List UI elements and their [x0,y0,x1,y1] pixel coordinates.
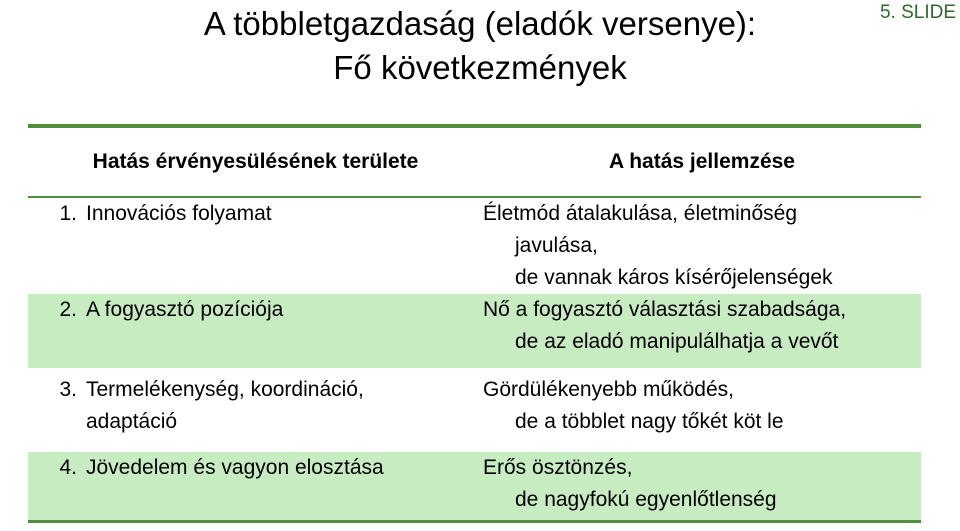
row-area-line: adaptáció [86,410,178,433]
row-description [483,198,921,294]
row-area-line: Termelékenység, koordináció, [86,378,364,401]
row-number: 2. [59,298,77,321]
header-description: A hatás jellemzése [609,150,795,173]
table-row [28,294,921,368]
row-description [483,374,921,452]
row-description-line: de a többlet nagy tőkét köt le [515,410,784,433]
row-area [86,452,483,520]
table-header [28,128,921,198]
header-area: Hatás érvényesülésének területe [92,150,419,173]
row-number: 1. [59,202,77,225]
row-area-line: A fogyasztó pozíciója [86,298,284,321]
row-number: 3. [59,378,77,401]
row-description-line: Gördülékenyebb működés, [483,378,734,401]
row-description-line: Életmód átalakulása, életminőség [483,202,798,225]
row-number: 4. [59,456,77,479]
slide-title [0,0,960,90]
row-description-line: de az eladó manipulálhatja a vevőt [515,330,839,353]
row-description [483,452,921,520]
row-area [86,374,483,452]
table-row [28,198,921,294]
table-row [28,452,921,520]
row-description-line: javulása, [515,234,598,257]
row-area-line: Jövedelem és vagyon elosztása [86,456,384,479]
row-description-line: Erős ösztönzés, [483,456,633,479]
row-description [483,294,921,368]
row-description-line: de nagyfokú egyenlőtlenség [515,488,777,511]
table-row [28,368,921,452]
row-description-line: Nő a fogyasztó választási szabadsága, [483,298,847,321]
slide-title-line-1: A többletgazdaság (eladók versenye): [203,5,757,42]
slide-title-line-2: Fő következmények [333,49,627,86]
row-description-line: de vannak káros kísérőjelenségek [515,266,833,289]
slide-number-label: 5. SLIDE [879,2,956,23]
row-area [86,198,483,294]
row-area [86,294,483,368]
row-area-line: Innovációs folyamat [86,202,272,225]
effects-table [28,124,921,523]
